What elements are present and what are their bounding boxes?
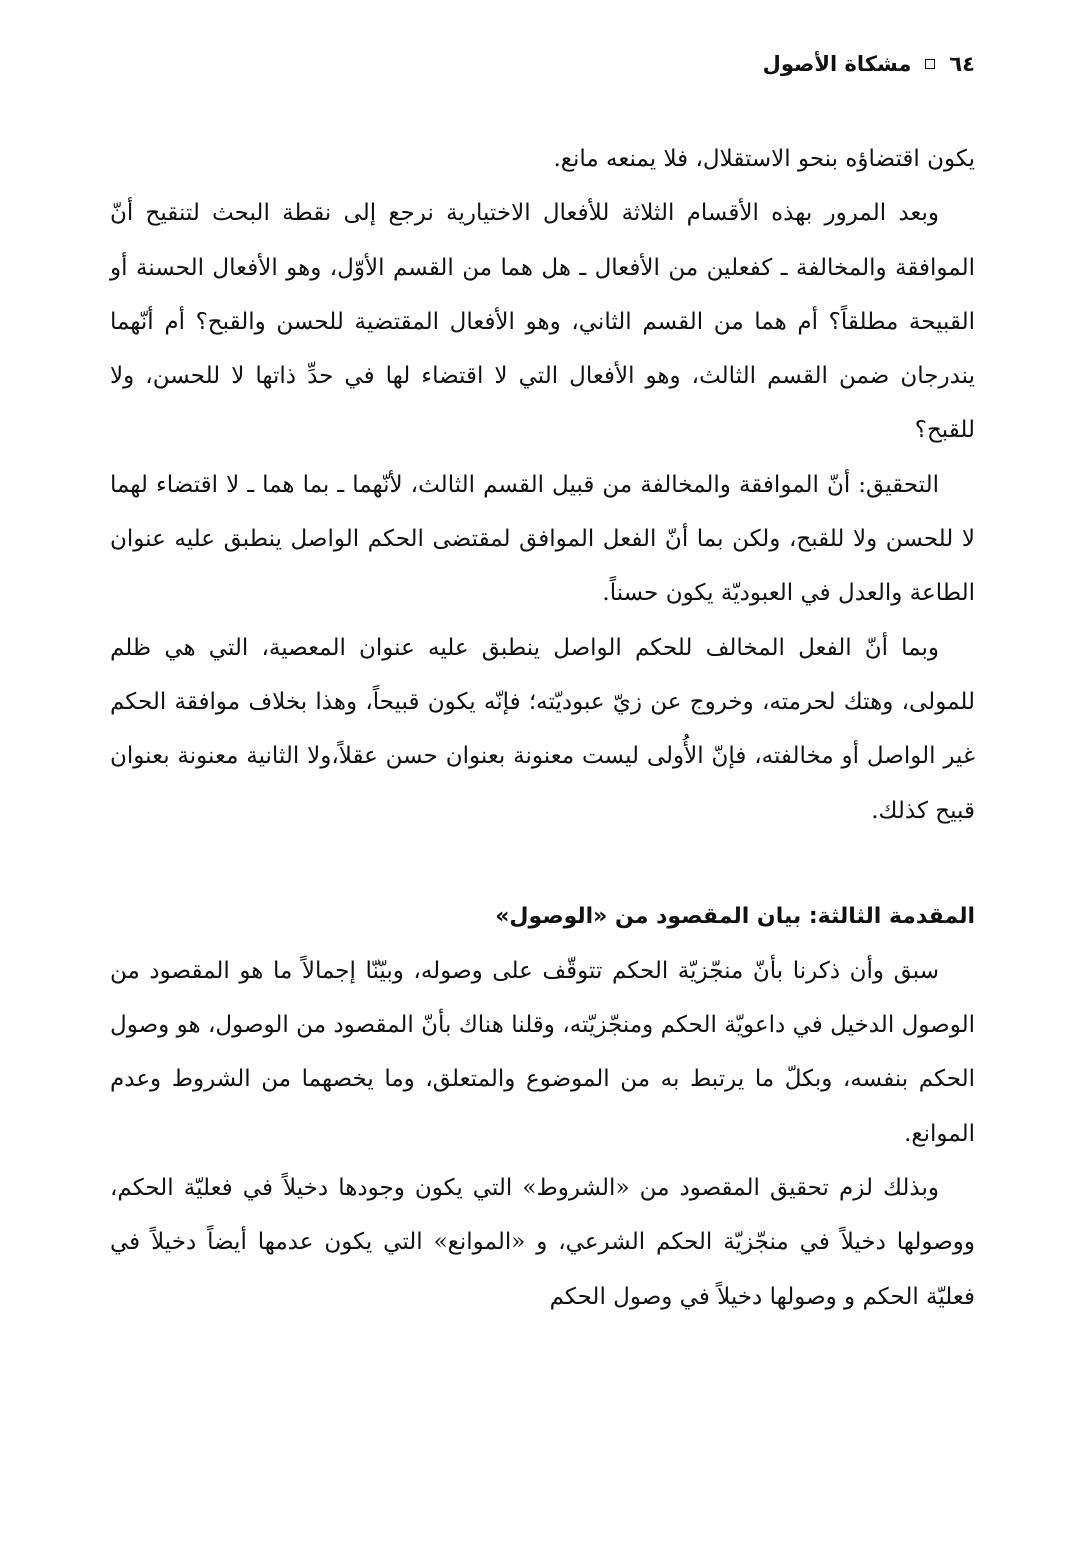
running-header — [763, 52, 975, 76]
section-heading: المقدمة الثالثة: بيان المقصود من «الوصول» — [495, 903, 975, 929]
paragraph: التحقيق: أنّ الموافقة والمخالفة من قبيل القسم الثالث، لأنّهما ـ بما هما ـ لا اقتضاء لهما لا للحسن ولا للقبح، ولكن بما أنّ الفعل الموافق لمقتضى الحكم الواصل ينطبق عليه عنوان الطاعة والعدل في العبوديّة يكون حسناً. — [110, 471, 975, 607]
paragraph: سبق وأن ذكرنا بأنّ منجّزيّة الحكم تتوقّف على وصوله، وبيّنّا إجمالاً ما هو المقصود من الوصول الدخيل في داعويّة الحكم ومنجّزيّته، وقلنا هناك بأنّ المقصود من الوصول، هو وصول الحكم بنفسه، وبكلّ ما يرتبط به من الموضوع والمتعلق، وما يخصهما من الشروط وعدم الموانع. — [110, 957, 975, 1147]
square-separator-icon — [925, 59, 935, 69]
page-number: ٦٤ — [949, 52, 975, 76]
book-title: مشكاة الأصول — [762, 52, 912, 76]
paragraph: وبعد المرور بهذه الأقسام الثلاثة للأفعال الاختيارية نرجع إلى نقطة البحث لتنقيح أنّ الموافقة والمخالفة ـ كفعلين من الأفعال ـ هل هما من القسم الأوّل، وهو الأفعال الحسنة أو القبيحة مطلقاً؟ أم هما من القسم الثاني، وهو الأفعال المقتضية للحسن والقبح؟ أم أنّهما يندرجان ضمن القسم الثالث، وهو الأفعال التي لا اقتضاء لها في حدِّ ذاتها لا للحسن، ولا للقبح؟ — [110, 200, 975, 444]
paragraph: يكون اقتضاؤه بنحو الاستقلال، فلا يمنعه مانع. — [553, 146, 975, 172]
page-body — [110, 132, 975, 1324]
paragraph: وبما أنّ الفعل المخالف للحكم الواصل ينطبق عليه عنوان المعصية، التي هي ظلم للمولى، وهتك لحرمته، وخروج عن زيّ عبوديّته؛ فإنّه يكون قبيحاً، وهذا بخلاف موافقة الحكم غير الواصل أو مخالفته، فإنّ الأُولى ليست معنونة بعنوان حسن عقلاً،ولا الثانية معنونة بعنوان قبيح كذلك. — [110, 634, 975, 824]
paragraph: وبذلك لزم تحقيق المقصود من «الشروط» التي يكون وجودها دخيلاً في فعليّة الحكم، ووصولها دخيلاً في منجّزيّة الحكم الشرعي، و «الموانع» التي يكون عدمها أيضاً دخيلاً في فعليّة الحكم و وصولها دخيلاً في وصول الحكم — [110, 1175, 975, 1310]
